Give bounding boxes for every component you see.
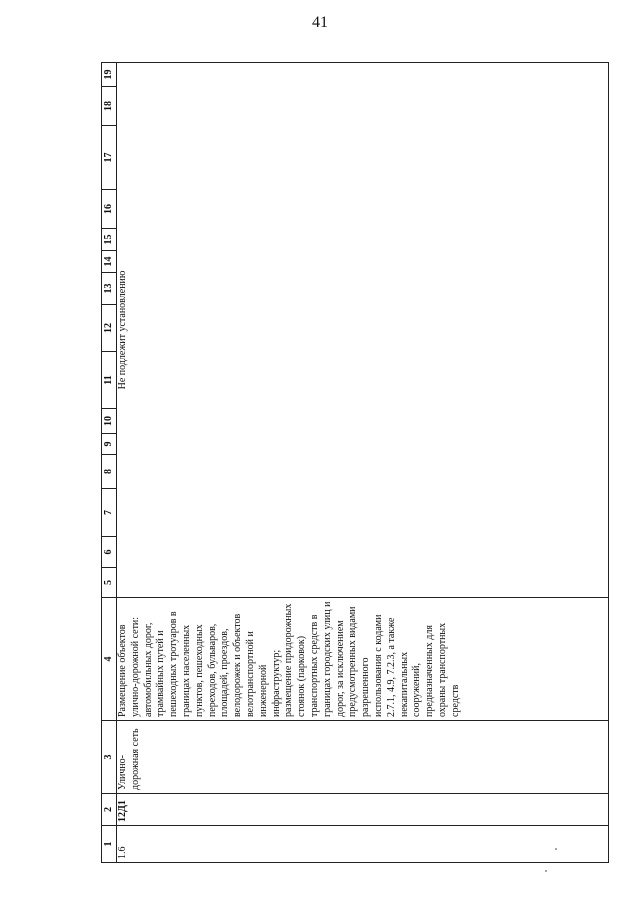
header-col-17: 17 <box>102 126 117 190</box>
table-row <box>117 63 609 863</box>
cell-use-description: Размещение объектов улично-дорожной сети: автомобильных дорог, трамвайных путей и пешеходных тротуаров в границах населенных пунктов, пешеходных переходов, бульваров, площадей, проездов, велодорожек и объектов велотранспортной и инженерной инфраструктур; размещение придорожных стоянок (парковок) транспортных средств в границах городских улиц и дорог, за исключением предусмотренных видами разрешенного использования с кодами 2.7.1, 4.9, 7.2.3, а также некапитальных сооружений, предназначенных для охраны транспортных средств <box>117 598 609 721</box>
header-col-16: 16 <box>102 190 117 229</box>
header-col-12: 12 <box>102 305 117 352</box>
scan-speck <box>545 870 547 872</box>
cell-code: 12Д1 <box>117 794 609 826</box>
header-col-9: 9 <box>102 434 117 455</box>
table-header-row <box>102 63 117 863</box>
header-col-4: 4 <box>102 598 117 721</box>
cell-use-name: Улично-дорожная сеть <box>117 721 609 794</box>
cell-not-applicable: Не подлежит установлению <box>117 63 609 598</box>
header-col-18: 18 <box>102 87 117 126</box>
scan-speck <box>555 848 557 850</box>
header-col-1: 1 <box>102 826 117 863</box>
header-col-11: 11 <box>102 352 117 409</box>
header-col-14: 14 <box>102 251 117 273</box>
header-col-10: 10 <box>102 409 117 434</box>
regulations-table <box>101 63 609 863</box>
header-col-8: 8 <box>102 455 117 489</box>
cell-number: 1.6 <box>117 826 609 863</box>
header-col-13: 13 <box>102 273 117 305</box>
header-col-15: 15 <box>102 229 117 251</box>
header-col-3: 3 <box>102 721 117 794</box>
header-col-2: 2 <box>102 794 117 826</box>
header-col-19: 19 <box>102 63 117 87</box>
header-col-5: 5 <box>102 568 117 598</box>
header-col-6: 6 <box>102 537 117 568</box>
header-col-7: 7 <box>102 489 117 537</box>
page-number: 41 <box>312 14 328 31</box>
